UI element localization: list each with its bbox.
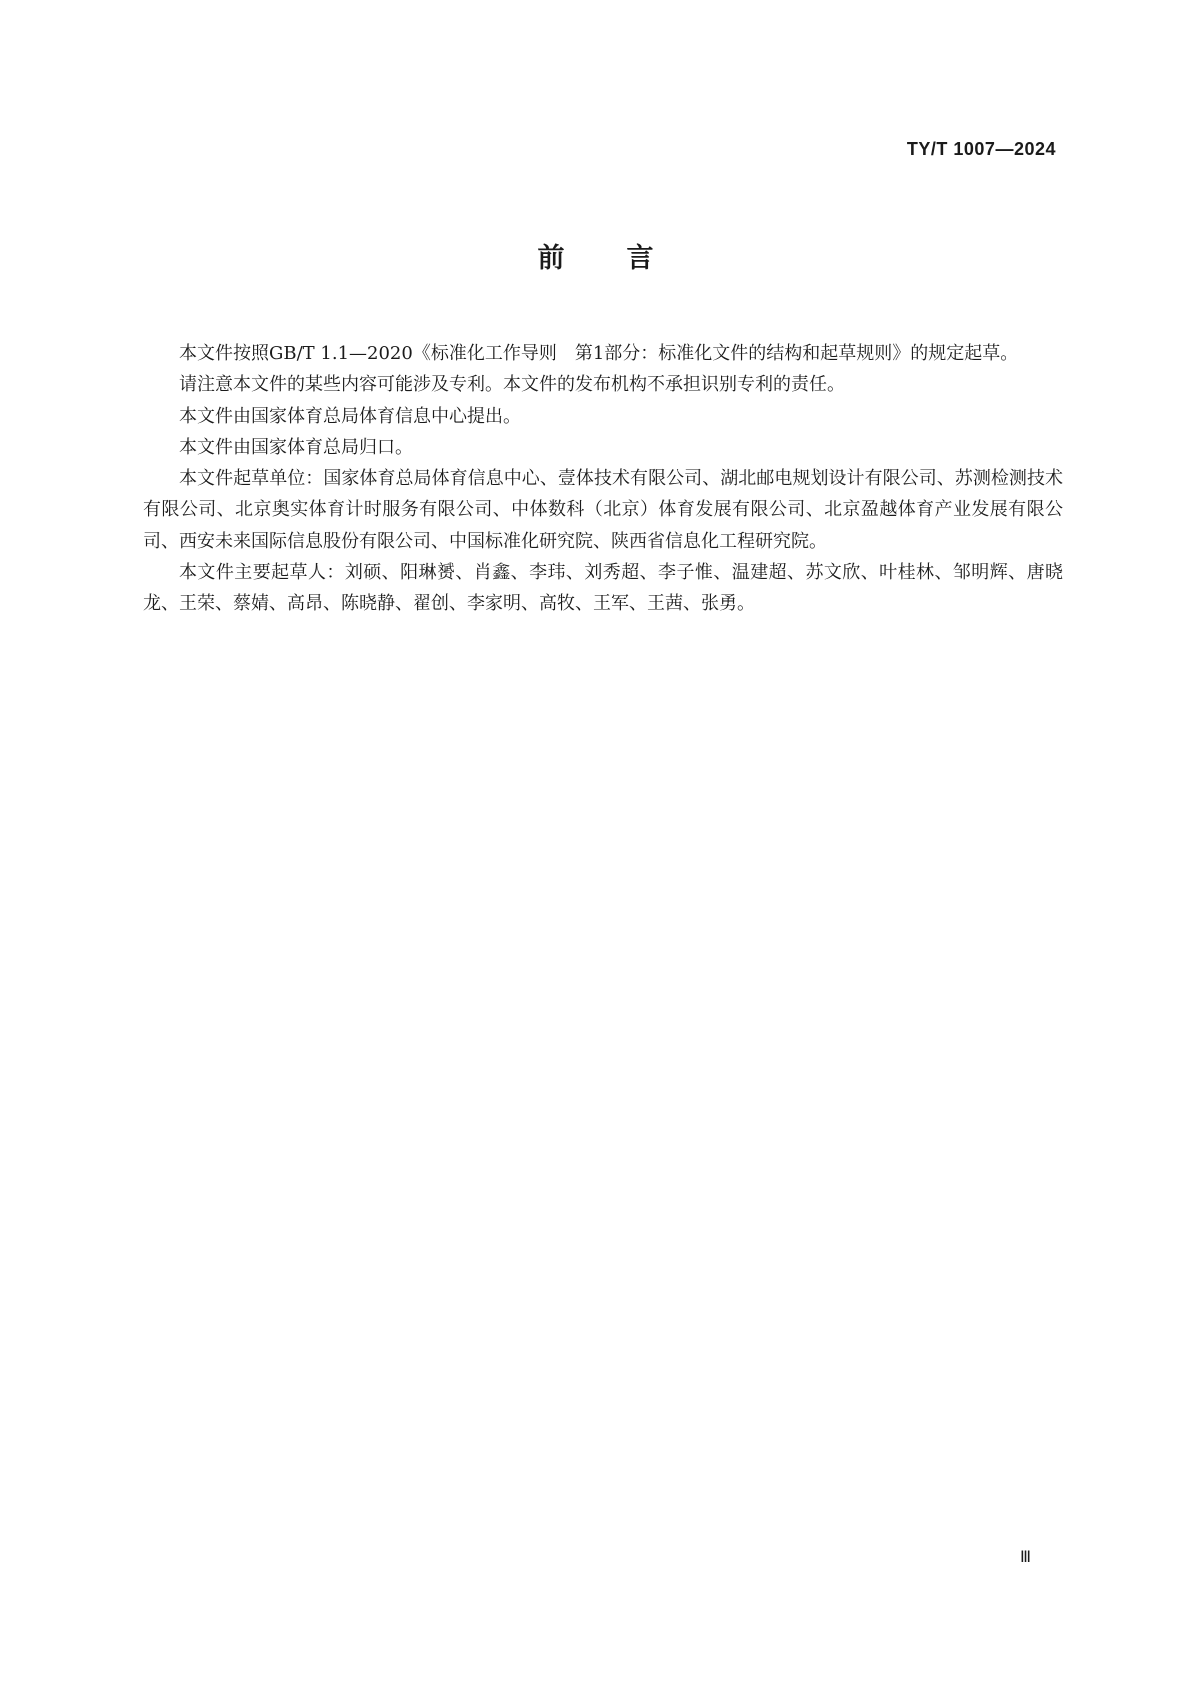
foreword-body [143, 338, 1063, 620]
page-number: Ⅲ [1019, 1549, 1031, 1566]
paragraph-proposer: 本文件由国家体育总局体育信息中心提出。 [179, 405, 521, 427]
paragraph-drafting-units: 本文件起草单位：国家体育总局体育信息中心、壹体技术有限公司、湖北邮电规划设计有限公司、苏测检测技术有限公司、北京奥实体育计时服务有限公司、中体数科（北京）体育发展有限公司、北京盈越体育产业发展有限公司、西安未来国际信息股份有限公司、中国标准化研究院、陕西省信息化工程研究院。 [143, 468, 1063, 552]
standard-code: TY/T 1007—2024 [906, 139, 1056, 159]
paragraph-patent-notice: 请注意本文件的某些内容可能涉及专利。本文件的发布机构不承担识别专利的责任。 [179, 374, 845, 396]
paragraph-centralized-unit: 本文件由国家体育总局归口。 [179, 436, 413, 458]
page-title: 前言 [537, 243, 716, 274]
paragraph-drafting-rules: 本文件按照GB/T 1.1—2020《标准化工作导则 第1部分：标准化文件的结构和起草规则》的规定起草。 [179, 343, 1019, 364]
paragraph-drafters: 本文件主要起草人：刘硕、阳琳赟、肖鑫、李玮、刘秀超、李子惟、温建超、苏文欣、叶桂林、邹明辉、唐晓龙、王荣、蔡婧、高昂、陈晓静、翟创、李家明、高牧、王军、王茜、张勇。 [143, 562, 1063, 615]
